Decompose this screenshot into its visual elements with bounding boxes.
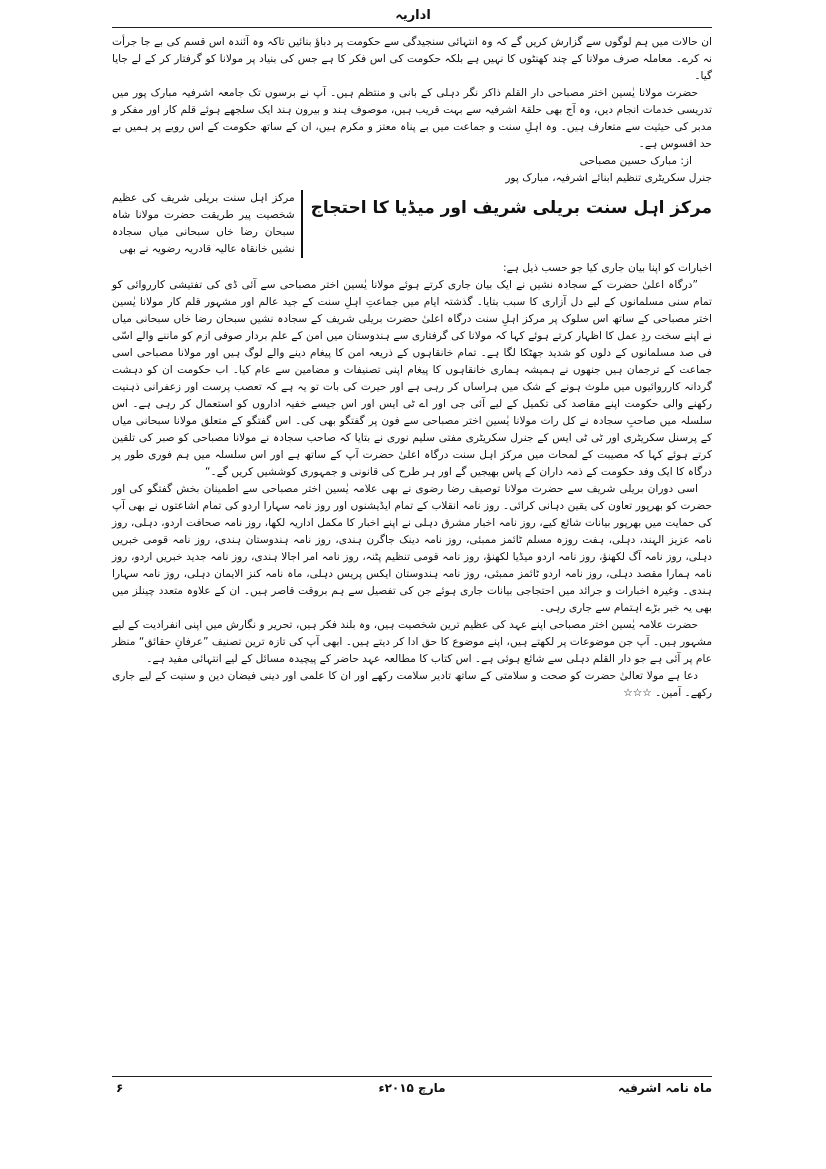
paragraph-2: حضرت مولانا یٰسین اختر مصباحی دار القلم ذاکر نگر دہلی کے بانی و منتظم ہیں۔ آپ نے برسوں تک جامعہ اشرفیہ مبارک پور میں تدریسی خدمات انجام دیں، وہ آج بھی حلقۂ اشرفیہ سے بہت قریب ہیں، موصوف ہند و بیرون ہند ایک سلجھے ہوئے قلم کار اور مفکر و مدبر کی حیثیت سے متعارف ہیں۔ وہ اہلِ سنت و جماعت میں بے پناہ معتز و مکرم ہیں، ان کے ساتھ حکومت کے اس رویے پر ہمیں بے حد افسوس ہے۔	[112, 87, 712, 150]
paragraph-5: اسی دوران بریلی شریف سے حضرت مولانا توصیف رضا رضوی نے بھی علامہ یٰسین اختر مصباحی سے اطمینان بخش گفتگو کی اور حضرت کو بھرپور تعاون کی یقین دہانی کرائی۔ روز نامہ انقلاب کے تمام ایڈیشنوں اور روز نامہ سہارا اردو کی تمام اشاعتوں نے بھی آپ کی حمایت میں بھرپور بیانات شائع کیے، روز نامہ اخبار مشرق دہلی نے اپنے اخبار کا مکمل اداریہ لکھا، روز نامہ صحافت اردو، دہلی، روز نامہ عزیز الہند، دہلی، ہفت روزہ مسلم ٹائمز ممبئی، روز نامہ دینک جاگرن ہندی، روز نامہ ہندوستان ہندی، روز نامہ قومی خبریں دہلی، روز نامہ آگ لکھنؤ، روز نامہ اردو میڈیا لکھنؤ، روز نامہ قومی تنظیم پٹنہ، روز نامہ امر اجالا ہندی، روز نامہ جدید خبریں اردو، روز نامہ ہمارا مقصد دہلی، روز نامہ اردو ٹائمز ممبئی، روز نامہ ہندوستان ایکس پریس دہلی، ماہ نامہ کنز الایمان دہلی، روز نامہ سہارا ہندی۔ وغیرہ اخبارات و جرائد میں احتجاجی بیانات جاری ہوئے جن کی تفصیل سے ہم بروقت قاصر ہیں۔ ان کے علاوہ متعدد چینلز میں بھی یہ خبر بڑے اہتمام سے جاری رہی۔	[112, 483, 712, 614]
signature-author: از: مبارک حسین مصباحی	[579, 155, 692, 167]
page-footer	[112, 1081, 712, 1103]
footer-magazine-name: ماہ نامہ اشرفیہ	[618, 1081, 712, 1095]
article-body	[112, 34, 712, 702]
paragraph-4-quote: ”درگاہ اعلیٰ حضرت کے سجادہ نشیں نے ایک بیان جاری کرتے ہوئے مولانا یٰسین اختر مصباحی سے آئی ڈی کی تفتیشی کارروائی کو تمام سنی مسلمانوں کے لیے دل آزاری کا سبب بتایا۔ گذشتہ ایام میں جماعتِ اہلِ سنت کے جید عالم اور مشہور قلم کار مولانا یٰسین اختر مصباحی کے ساتھ اس سلوک پر مرکز اہلِ سنت درگاہ اعلیٰ حضرت بریلی شریف کے سجادہ نشیں سبحان رضا خاں سبحانی میاں نے اپنے سخت ردِ عمل کا اظہار کرتے ہوئے کہا کہ مولانا کی گرفتاری سے ہندوستان میں امن کے علم بردار صوفی ازم کو ماننے والے اسّی فی صد مسلمانوں کے دلوں کو شدید جھٹکا لگا ہے۔ تمام خانقاہوں کے ذریعہ امن کا پیغام دینے والے لوگ ہیں اور مولانا مصباحی اسی جماعت کے ترجمان ہیں جنھوں نے ہمیشہ ہماری خانقاہوں کا پیغام اپنی تصنیفات و مضامین سے عام کیا۔ اب حکومت ان کو دہشت گردانہ کارروائیوں میں ملوث ہونے کے شک میں ہراساں کر رہی ہے اور حیرت کی بات تو یہ ہے کہ تعصب پرست اور زعفرانی ذہنیت رکھنے والی حکومت اپنے مقاصد کی تکمیل کے لیے آئی جی اور اے ٹی ایس اور اس جیسے خفیہ اداروں کو استعمال کر رہی ہے۔ اس سلسلہ میں صاحبِ سجادہ نے کل رات مولانا یٰسین اختر مصباحی سے فون پر گفتگو بھی کی۔ اس گفتگو کے متعلق مولانا سبحانی میاں کے پرسنل سکریٹری اور ٹی ٹی ایس کے جنرل سکریٹری مفتی سلیم نوری نے بتایا کہ صاحب سجادہ نے مولانا مصباحی کو صبر کی تلقین کرتے ہوئے کہا کہ مصیبت کے لمحات میں مرکز اہل سنت درگاہ اعلیٰ حضرت آپ کے ساتھ ہے اور اس سلسلہ میں ہم فوری طور پر درگاہ کا ایک وفد حکومت کے ذمہ داران کے پاس بھیجیں گے اور ہر طرح کی قانونی و جمہوری کوششیں کریں گے۔“	[112, 279, 712, 478]
section-heading-box	[112, 190, 712, 258]
paragraph-1: ان حالات میں ہم لوگوں سے گزارش کریں گے کہ وہ انتہائی سنجیدگی سے حکومت پر دباؤ بنائیں تاکہ وہ آئندہ اس قسم کی بے جا جرأت نہ کرے۔ معاملہ صرف مولانا کے چند کھنٹوں کا نہیں ہے بلکہ حکومت کی اس فکر کا ہے جس کی بنیاد پر مولانا کو گرفتار کر کے لے جایا گیا۔	[112, 36, 712, 82]
paragraph-3: اخبارات کو اپنا بیان جاری کیا جو حسب ذیل ہے:	[503, 262, 712, 274]
paragraph-7: دعا ہے مولا تعالیٰ حضرت کو صحت و سلامتی کے ساتھ تادیر سلامت رکھے اور ان کا علمی اور دینی فیضان دین و سنیت کے لیے جاری رکھے۔ آمین۔ ☆☆☆	[112, 670, 712, 699]
section-heading: مرکز اہل سنت بریلی شریف اور میڈیا کا احتجاج	[301, 190, 712, 258]
footer-date: مارچ ۲۰۱۵ء	[378, 1081, 446, 1095]
paragraph-6: حضرت علامہ یٰسین اختر مصباحی اپنے عہد کی عظیم ترین شخصیت ہیں، وہ بلند فکر ہیں، تحریر و نگارش میں اپنی انفرادیت کے لیے مشہور ہیں۔ آپ جن موضوعات پر لکھتے ہیں، اپنے موضوع کا حق ادا کر دیتے ہیں۔ ابھی آپ کی تازہ ترین تصنیف ”عرفانِ حقائق“ منظر عام پر آئی ہے جو دار القلم دہلی سے شائع ہوئی ہے۔ اس کتاب کا مطالعہ عہد حاضر کے پیچیدہ مسائل کے لیے انتہائی مفید ہے۔	[112, 619, 712, 665]
page-header-title: اداریہ	[395, 8, 431, 23]
footer-rule	[112, 1076, 712, 1077]
header-rule	[112, 27, 712, 28]
page-number: ۶	[116, 1081, 124, 1095]
signature-title: جنرل سکریٹری تنظیم ابنائے اشرفیہ، مبارک پور	[505, 172, 712, 184]
signature-line	[112, 153, 712, 170]
section-intro: مرکز اہل سنت بریلی شریف کی عظیم شخصیت پیر طریقت حضرت مولانا شاہ سبحان رضا خاں سبحانی میاں سجادہ نشیں خانقاہ عالیہ قادریہ رضویہ نے بھی	[112, 192, 295, 255]
